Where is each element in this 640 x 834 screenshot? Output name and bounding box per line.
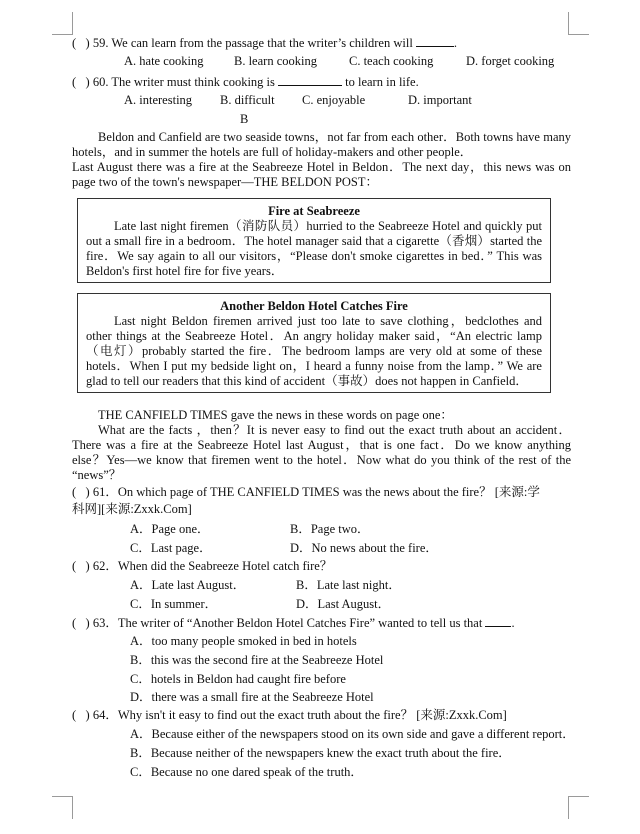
question-61-stem-cont: 科网][来源:Zxxk.Com]: [72, 502, 192, 516]
q63-option-d[interactable]: D．there was a small fire at the Seabreeze Hotel: [130, 690, 374, 704]
q60-option-c[interactable]: C. enjoyable: [302, 93, 366, 107]
q59-option-c[interactable]: C. teach cooking: [349, 54, 434, 68]
crop-mark-top-left: [52, 12, 73, 35]
q62-option-c[interactable]: C．In summer．: [130, 597, 218, 611]
question-63-stem: ( ) 63．The writer of “Another Beldon Hotel Catches Fire” wanted to tell us that .: [72, 616, 515, 630]
q62-option-d[interactable]: D．Last August．: [296, 597, 391, 611]
news-body: Last night Beldon firemen arrived just too late to save clothing，bedclothes and other things at the Seabreeze Hotel．An angry holiday maker said，“An electric lamp（电灯）probably started the fire．The bedroom lamps are very old at some of these hotels．When I put my bedside light on，I heard a funny noise from the lamp．” We are glad to tell our readers that this kind of accident（事故）does not happen in Canfield．: [86, 314, 542, 388]
q64-option-a[interactable]: A．Because either of the newspapers stood on its own side and gave a different report．: [130, 727, 575, 741]
answer-blank[interactable]: [416, 35, 454, 47]
q62-option-a[interactable]: A．Late last August．: [130, 578, 246, 592]
q62-option-b[interactable]: B．Late last night．: [296, 578, 401, 592]
answer-blank[interactable]: [278, 74, 342, 86]
news-title: Another Beldon Hotel Catches Fire: [220, 299, 408, 313]
crop-mark-top-right: [568, 12, 589, 35]
q59-option-b[interactable]: B. learn cooking: [234, 54, 317, 68]
q63-option-a[interactable]: A．too many people smoked in bed in hotels: [130, 634, 357, 648]
q59-option-a[interactable]: A. hate cooking: [124, 54, 204, 68]
q60-option-a[interactable]: A. interesting: [124, 93, 193, 107]
crop-mark-bottom-right: [568, 796, 589, 819]
intro-paragraph-1: Beldon and Canfield are two seaside towns，not far from each other．Both towns have many hotels，and in summer the hotels are full of holiday-makers and other people．: [72, 130, 571, 159]
q61-option-c[interactable]: C．Last page．: [130, 541, 212, 555]
q59-option-d[interactable]: D. forget cooking: [466, 54, 555, 68]
q64-option-b[interactable]: B．Because neither of the newspapers knew the exact truth about the fire．: [130, 746, 511, 760]
news-title: Fire at Seabreeze: [268, 204, 360, 218]
section-label: B: [240, 112, 249, 126]
crop-mark-bottom-left: [52, 796, 73, 819]
question-64-stem: ( ) 64．Why isn't it easy to find out the exact truth about the fire？ [来源:Zxxk.Com]: [72, 708, 507, 722]
question-62-stem: ( ) 62．When did the Seabreeze Hotel catch fire？: [72, 559, 333, 573]
canfield-paragraph-1: THE CANFIELD TIMES gave the news in these words on page one：: [98, 408, 453, 422]
q60-option-d[interactable]: D. important: [408, 93, 472, 107]
q61-option-a[interactable]: A．Page one．: [130, 522, 210, 536]
answer-blank[interactable]: [485, 615, 511, 627]
q60-option-b[interactable]: B. difficult: [220, 93, 275, 107]
news-box-canfield-times: [77, 293, 551, 393]
question-60-stem: ( ) 60. The writer must think cooking is to learn in life.: [72, 75, 419, 89]
q61-option-b[interactable]: B．Page two．: [290, 522, 370, 536]
question-59-stem: ( ) 59. We can learn from the passage that the writer’s children will .: [72, 36, 458, 50]
question-61-stem: ( ) 61．On which page of THE CANFIELD TIMES was the news about the fire？ [来源:学: [72, 485, 540, 499]
canfield-paragraph-2: What are the facts ，then？It is never easy to find out the exact truth about an accident．There was a fire at the Seabreeze Hotel last August，that is one fact．Do we know anything else？Yes—we know that firemen went to the hotel．Now what do you think of the rest of the “news”？: [72, 423, 571, 482]
news-body: Late last night firemen（消防队员）hurried to the Seabreeze Hotel and quickly put out a small fire in a bedroom．The hotel manager said that a cigarette（香烟）started the fire．We say again to all our visitors，“Please don't smoke cigarettes in bed．” This was Beldon's first hotel fire for five years．: [86, 219, 542, 278]
intro-paragraph-2: Last August there was a fire at the Seabreeze Hotel in Beldon．The next day，this news was on page two of the town's newspaper—THE BELDON POST：: [72, 160, 571, 189]
news-box-beldon-post: [77, 198, 551, 283]
q63-option-c[interactable]: C．hotels in Beldon had caught fire before: [130, 672, 346, 686]
q61-option-d[interactable]: D．No news about the fire．: [290, 541, 438, 555]
q63-option-b[interactable]: B．this was the second fire at the Seabreeze Hotel: [130, 653, 384, 667]
q64-option-c[interactable]: C．Because no one dared speak of the truth．: [130, 765, 363, 779]
